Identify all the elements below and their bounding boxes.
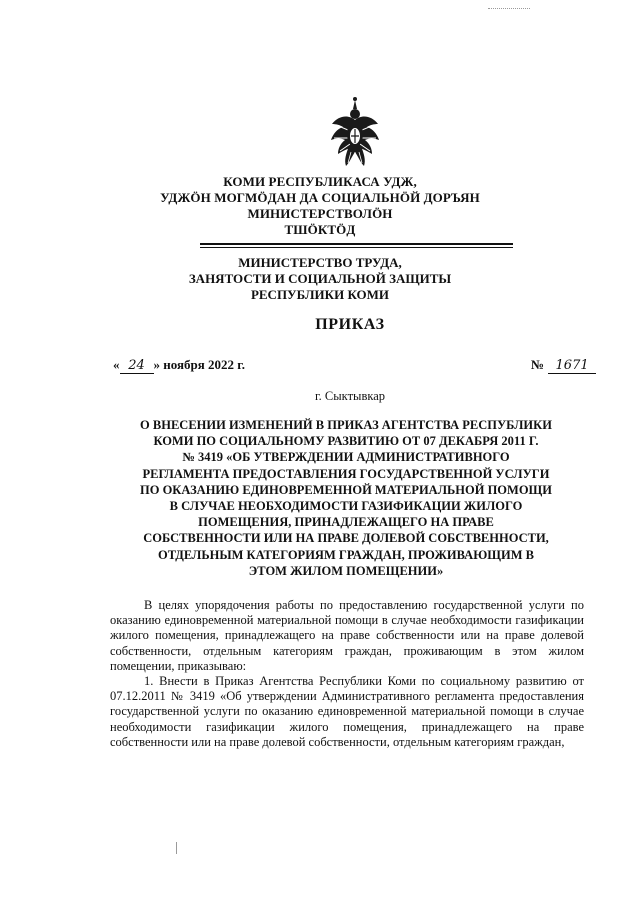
title-line: ОТДЕЛЬНЫМ КАТЕГОРИЯМ ГРАЖДАН, ПРОЖИВАЮЩИМ В	[157, 547, 534, 562]
city: г. Сыктывкар	[314, 389, 386, 403]
title-line: ПО ОКАЗАНИЮ ЕДИНОВРЕМЕННОЙ МАТЕРИАЛЬНОЙ ПОМОЩИ	[140, 482, 552, 497]
title-line: ПОМЕЩЕНИЯ, ПРИНАДЛЕЖАЩЕГО НА ПРАВЕ	[198, 515, 494, 530]
title-line: № 3419 «ОБ УТВЕРЖДЕНИИ АДМИНИСТРАТИВНОГО	[182, 450, 510, 465]
header-ru-line: РЕСПУБЛИКИ КОМИ	[250, 287, 390, 302]
title-line: КОМИ ПО СОЦИАЛЬНОМУ РАЗВИТИЮ ОТ 07 ДЕКАБРЯ 2011 Г.	[153, 434, 539, 449]
header-komi-line: ТШÖКТÖД	[284, 222, 356, 237]
number-handwritten: 1671	[548, 358, 596, 374]
header-ru-line: МИНИСТЕРСТВО ТРУДА,	[238, 255, 402, 270]
date-open-quote: «	[113, 357, 120, 372]
header-komi-line: КОМИ РЕСПУБЛИКАСА УДЖ,	[223, 174, 417, 189]
date-day-handwritten: 24	[120, 358, 154, 374]
scan-artifact-bottom	[176, 842, 177, 854]
document-type: ПРИКАЗ	[315, 316, 385, 333]
document-body	[110, 598, 584, 750]
body-paragraph-item-1: 1. Внести в Приказ Агентства Республики Коми по социальному развитию от 07.12.2011 № 3419 «Об утверждении Административного регламента предоставления государственной услуги по оказанию единовременной материальной помощи в случае необходимости газификации жилого помещения, принадлежащего на праве собственности или на праве долевой собственности, отдельным категориям граждан,	[110, 674, 584, 749]
divider-thin	[200, 247, 513, 248]
header-komi-language	[150, 174, 490, 238]
scan-artifact	[488, 8, 530, 11]
header-komi-line: МИНИСТЕРСТВОЛÖН	[247, 206, 393, 221]
body-paragraph-preamble: В целях упорядочения работы по предоставлению государственной услуги по оказанию единовременной материальной помощи в случае необходимости газификации жилого помещения, принадлежащего на праве собственности или на праве долевой собственности, отдельным категориям граждан, проживающим в этом жилом помещении, приказываю:	[110, 598, 584, 673]
divider-thick	[200, 243, 513, 245]
order-date	[113, 357, 245, 374]
number-prefix: №	[531, 357, 545, 372]
date-rest: » ноября 2022 г.	[153, 357, 245, 372]
title-line: В СЛУЧАЕ НЕОБХОДИМОСТИ ГАЗИФИКАЦИИ ЖИЛОГО	[169, 499, 523, 514]
title-line: О ВНЕСЕНИИ ИЗМЕНЕНИЙ В ПРИКАЗ АГЕНТСТВА РЕСПУБЛИКИ	[140, 418, 552, 432]
document-title	[108, 417, 584, 579]
header-russian	[150, 255, 490, 303]
order-number	[531, 357, 596, 374]
header-ru-line: ЗАНЯТОСТИ И СОЦИАЛЬНОЙ ЗАЩИТЫ	[188, 271, 452, 286]
title-line: СОБСТВЕННОСТИ ИЛИ НА ПРАВЕ ДОЛЕВОЙ СОБСТВЕННОСТИ,	[143, 531, 549, 546]
header-komi-line: УДЖÖН МОГМÖДАН ДА СОЦИАЛЬНÖЙ ДОРЪЯН	[160, 190, 480, 205]
title-line: ЭТОМ ЖИЛОМ ПОМЕЩЕНИИ»	[248, 563, 444, 578]
title-line: РЕГЛАМЕНТА ПРЕДОСТАВЛЕНИЯ ГОСУДАРСТВЕННОЙ УСЛУГИ	[142, 466, 550, 481]
komi-coat-of-arms-icon	[326, 94, 384, 168]
